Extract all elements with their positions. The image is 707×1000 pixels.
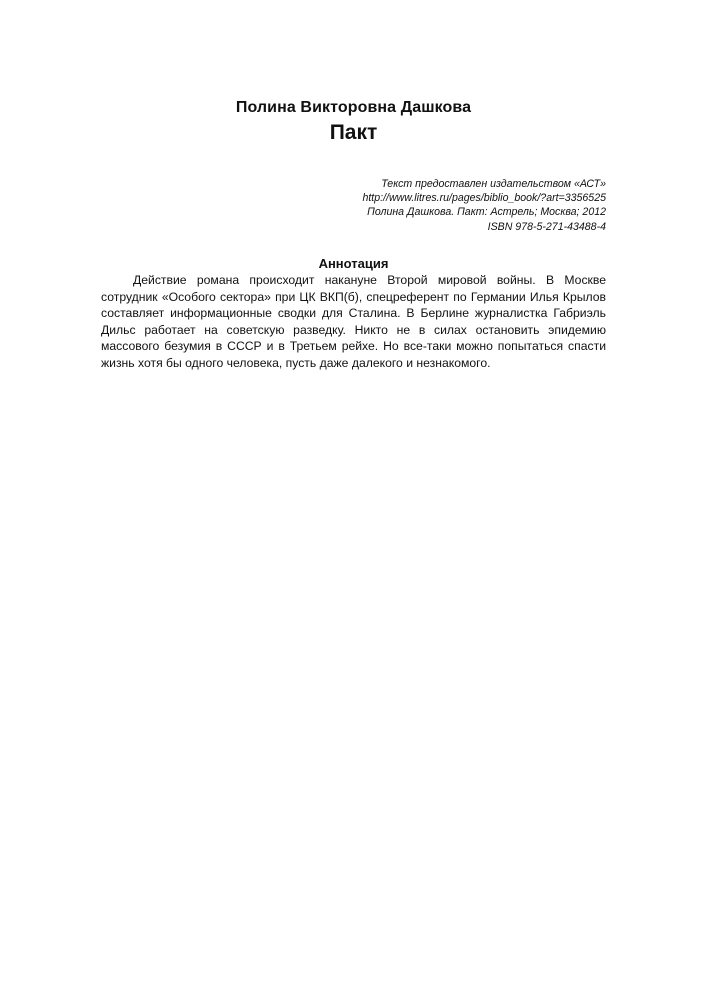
- source-url: http://www.litres.ru/pages/biblio_book/?art=3356525: [362, 192, 606, 205]
- publication-info: [362, 177, 606, 234]
- annotation-text: Действие романа происходит накануне Второй мировой войны. В Москве сотрудник «Особого сектора» при ЦК ВКП(б), спецреферент по Германии Илья Крылов составляет информационные сводки для Сталина. В Берлине журналистка Габриэль Дильс работает на советскую разведку. Никто не в силах остановить эпидемию массового безумия в СССР и в Третьем рейхе. Но все-таки можно попытаться спасти жизнь хотя бы одного человека, пусть даже далекого и незнакомого.: [101, 273, 606, 370]
- author-name: Полина Викторовна Дашкова: [235, 99, 472, 116]
- citation-line: Полина Дашкова. Пакт: Астрель; Москва; 2012: [367, 206, 606, 219]
- annotation-heading: Аннотация: [318, 256, 389, 271]
- isbn-line: ISBN 978-5-271-43488-4: [487, 220, 606, 233]
- publisher-line: Текст предоставлен издательством «АСТ»: [381, 178, 606, 190]
- book-title: Пакт: [329, 121, 378, 144]
